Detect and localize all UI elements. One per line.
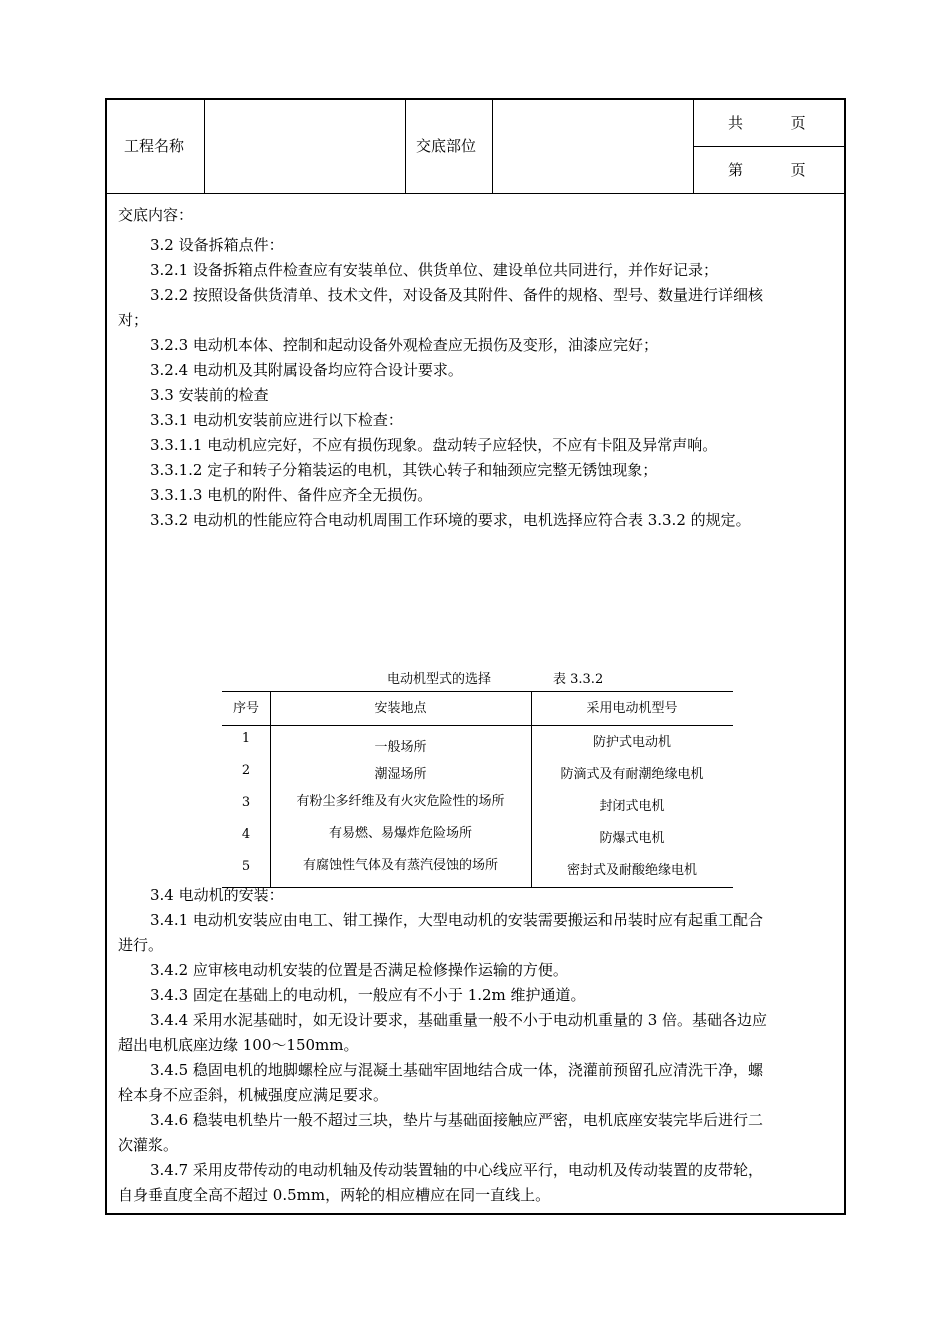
table-header-cell: 采用电动机型号 — [586, 701, 678, 716]
table-column-rule — [531, 691, 532, 887]
paragraph: 3.4.5 稳固电机的地脚螺栓应与混凝土基础牢固地结合成一体，浇灌前预留孔应清洗干净，螺 — [150, 1061, 763, 1079]
table-cell: 潮湿场所 — [374, 767, 427, 782]
table-number: 表 3.3.2 — [553, 672, 604, 687]
paragraph: 3.3.1.2 定子和转子分箱装运的电机，其铁心转子和轴颈应完整无锈蚀现象； — [150, 461, 658, 479]
divider — [405, 100, 406, 193]
paragraph: 3.3.1.1 电动机应完好，不应有损伤现象。盘动转子应轻快，不应有卡阻及异常声响。 — [150, 436, 718, 454]
total-pages: 共 页 — [728, 114, 806, 132]
table-cell: 有腐蚀性气体及有蒸汽侵蚀的场所 — [302, 858, 498, 873]
page-number: 第 页 — [728, 161, 806, 179]
form-header — [107, 100, 844, 194]
table-cell: 1 — [241, 731, 251, 746]
location-label: 交底部位 — [416, 137, 477, 155]
table-cell: 4 — [241, 827, 251, 842]
table-header-cell: 安装地点 — [374, 701, 427, 716]
table-cell: 密封式及耐酸绝缘电机 — [566, 863, 697, 878]
divider — [204, 100, 205, 193]
table-bottom-rule — [222, 887, 733, 888]
table-cell: 2 — [241, 763, 251, 778]
paragraph: 3.3.1 电动机安装前应进行以下检查： — [150, 411, 403, 429]
content-label: 交底内容： — [118, 206, 194, 224]
table-cell: 一般场所 — [374, 740, 427, 755]
paragraph: 3.2.1 设备拆箱点件检查应有安装单位、供货单位、建设单位共同进行，并作好记录； — [150, 261, 718, 279]
project-name-label: 工程名称 — [124, 137, 185, 155]
paragraph: 栓本身不应歪斜，机械强度应满足要求。 — [118, 1086, 389, 1104]
table-cell: 防护式电动机 — [592, 735, 671, 750]
table-title: 电动机型式的选择 — [387, 672, 492, 687]
paragraph: 3.4.6 稳装电机垫片一般不超过三块，垫片与基础面接触应严密，电机底座安装完毕后进行二 — [150, 1111, 763, 1129]
paragraph: 3.2.3 电动机本体、控制和起动设备外观检查应无损伤及变形，油漆应完好； — [150, 336, 658, 354]
paragraph: 3.3.2 电动机的性能应符合电动机周围工作环境的要求，电机选择应符合表 3.3.2 的规定。 — [150, 511, 751, 529]
paragraph: 3.4.1 电动机安装应由电工、钳工操作，大型电动机的安装需要搬运和吊装时应有起重工配合 — [150, 911, 763, 929]
divider — [693, 146, 844, 147]
paragraph: 3.3.1.3 电机的附件、备件应齐全无损伤。 — [150, 486, 433, 504]
paragraph: 3.2 设备拆箱点件： — [150, 236, 284, 254]
divider — [492, 100, 493, 193]
paragraph: 3.4.7 采用皮带传动的电动机轴及传动装置轴的中心线应平行，电动机及传动装置的皮带轮， — [150, 1161, 763, 1179]
paragraph: 3.4.3 固定在基础上的电动机，一般应有不小于 1.2m 维护通道。 — [150, 986, 586, 1004]
table-cell: 有易燃、易爆炸危险场所 — [328, 826, 472, 841]
table-cell: 防爆式电机 — [599, 831, 665, 846]
paragraph: 超出电机底座边缘 100～150mm。 — [118, 1036, 359, 1054]
paragraph: 3.4.2 应审核电动机安装的位置是否满足检修操作运输的方便。 — [150, 961, 568, 979]
table-cell: 3 — [241, 795, 251, 810]
paragraph: 3.2.4 电动机及其附属设备均应符合设计要求。 — [150, 361, 463, 379]
paragraph: 3.3 安装前的检查 — [150, 386, 269, 404]
paragraph: 次灌浆。 — [118, 1136, 179, 1154]
table-header-rule — [222, 725, 733, 726]
paragraph: 3.4 电动机的安装： — [150, 886, 284, 904]
disclosure-form — [105, 98, 846, 1215]
table-cell: 防滴式及有耐潮绝缘电机 — [560, 767, 704, 782]
paragraph: 自身垂直度全高不超过 0.5mm，两轮的相应槽应在同一直线上。 — [118, 1186, 551, 1204]
paragraph: 对； — [118, 311, 149, 329]
paragraph: 3.4.4 采用水泥基础时，如无设计要求，基础重量一般不小于电动机重量的 3 倍。基础各边应 — [150, 1011, 768, 1029]
table-top-rule — [222, 691, 733, 692]
paragraph: 进行。 — [118, 936, 164, 954]
table-cell: 有粉尘多纤维及有火灾危险性的场所 — [296, 794, 505, 809]
paragraph: 3.2.2 按照设备供货清单、技术文件，对设备及其附件、备件的规格、型号、数量进行详细核 — [150, 286, 763, 304]
table-cell: 5 — [241, 859, 251, 874]
table-header-cell: 序号 — [232, 701, 259, 716]
table-cell: 封闭式电机 — [599, 799, 665, 814]
